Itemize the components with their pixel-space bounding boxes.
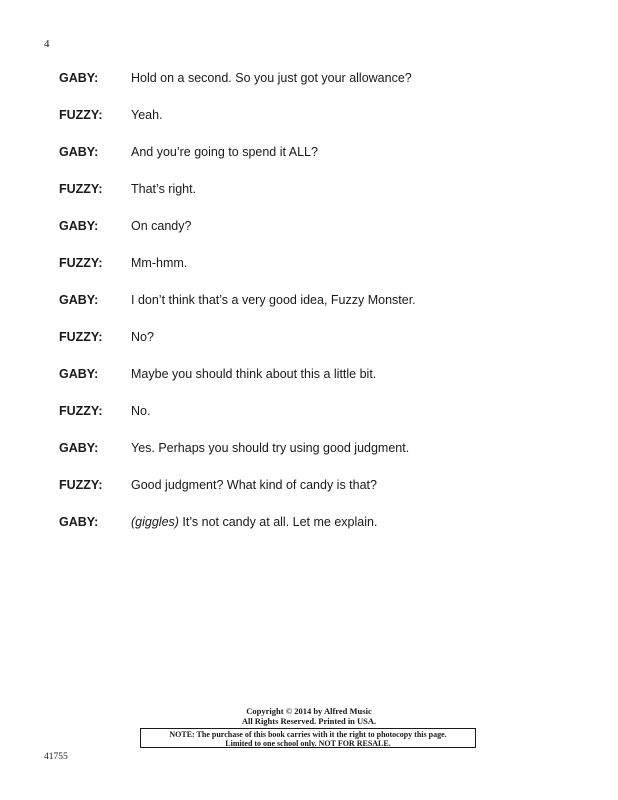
dialogue-words: No? [131, 330, 154, 344]
speaker-name: FUZZY: [59, 330, 103, 344]
speaker-name: FUZZY: [59, 108, 103, 122]
dialogue-text [131, 144, 579, 160]
dialogue-text [131, 292, 579, 308]
dialogue-line [59, 70, 579, 107]
dialogue-words: Hold on a second. So you just got your allowance? [131, 71, 412, 85]
dialogue-line [59, 403, 579, 440]
speaker-name: GABY: [59, 293, 99, 307]
dialogue-text [131, 255, 579, 271]
dialogue-line [59, 440, 579, 477]
speaker-name: FUZZY: [59, 182, 103, 196]
script-dialogue [59, 70, 579, 551]
dialogue-line [59, 477, 579, 514]
copyright-line: Copyright © 2014 by Alfred Music [246, 706, 372, 716]
dialogue-text [131, 366, 579, 382]
notice-line: NOTE: The purchase of this book carries with it the right to photocopy this page. [169, 730, 447, 739]
speaker-name: GABY: [59, 515, 99, 529]
dialogue-words: It’s not candy at all. Let me explain. [178, 515, 378, 529]
dialogue-line [59, 218, 579, 255]
dialogue-text [131, 107, 579, 123]
dialogue-words: Yeah. [131, 108, 163, 122]
photocopy-notice-box [140, 728, 476, 748]
dialogue-line [59, 107, 579, 144]
dialogue-words: Mm-hmm. [131, 256, 188, 270]
dialogue-words: That’s right. [131, 182, 197, 196]
speaker-name: GABY: [59, 219, 99, 233]
dialogue-text [131, 514, 579, 530]
dialogue-line [59, 329, 579, 366]
speaker-name: FUZZY: [59, 404, 103, 418]
dialogue-text [131, 218, 579, 234]
dialogue-line [59, 292, 579, 329]
dialogue-line [59, 514, 579, 551]
dialogue-text [131, 181, 579, 197]
dialogue-words: Maybe you should think about this a little bit. [131, 367, 377, 381]
dialogue-text [131, 70, 579, 86]
dialogue-text [131, 440, 579, 456]
dialogue-words: Yes. Perhaps you should try using good judgment. [131, 441, 410, 455]
dialogue-line [59, 366, 579, 403]
speaker-name: GABY: [59, 441, 99, 455]
notice-line: Limited to one school only. NOT FOR RESALE. [225, 739, 391, 748]
dialogue-line [59, 144, 579, 181]
speaker-name: GABY: [59, 367, 99, 381]
dialogue-text [131, 403, 579, 419]
dialogue-words: And you’re going to spend it ALL? [131, 145, 318, 159]
page-number: 4 [44, 38, 50, 50]
product-code: 41755 [44, 752, 68, 762]
dialogue-text [131, 477, 579, 493]
dialogue-words: No. [131, 404, 151, 418]
dialogue-line [59, 181, 579, 218]
dialogue-text [131, 329, 579, 345]
rights-line: All Rights Reserved. Printed in USA. [241, 716, 377, 726]
dialogue-words: On candy? [131, 219, 192, 233]
speaker-name: FUZZY: [59, 478, 103, 492]
dialogue-words: Good judgment? What kind of candy is that? [131, 478, 377, 492]
speaker-name: FUZZY: [59, 256, 103, 270]
speaker-name: GABY: [59, 145, 99, 159]
dialogue-line [59, 255, 579, 292]
dialogue-words: I don’t think that’s a very good idea, Fuzzy Monster. [131, 293, 416, 307]
stage-direction: (giggles) [131, 515, 179, 529]
speaker-name: GABY: [59, 71, 99, 85]
copyright-notice [0, 706, 618, 726]
